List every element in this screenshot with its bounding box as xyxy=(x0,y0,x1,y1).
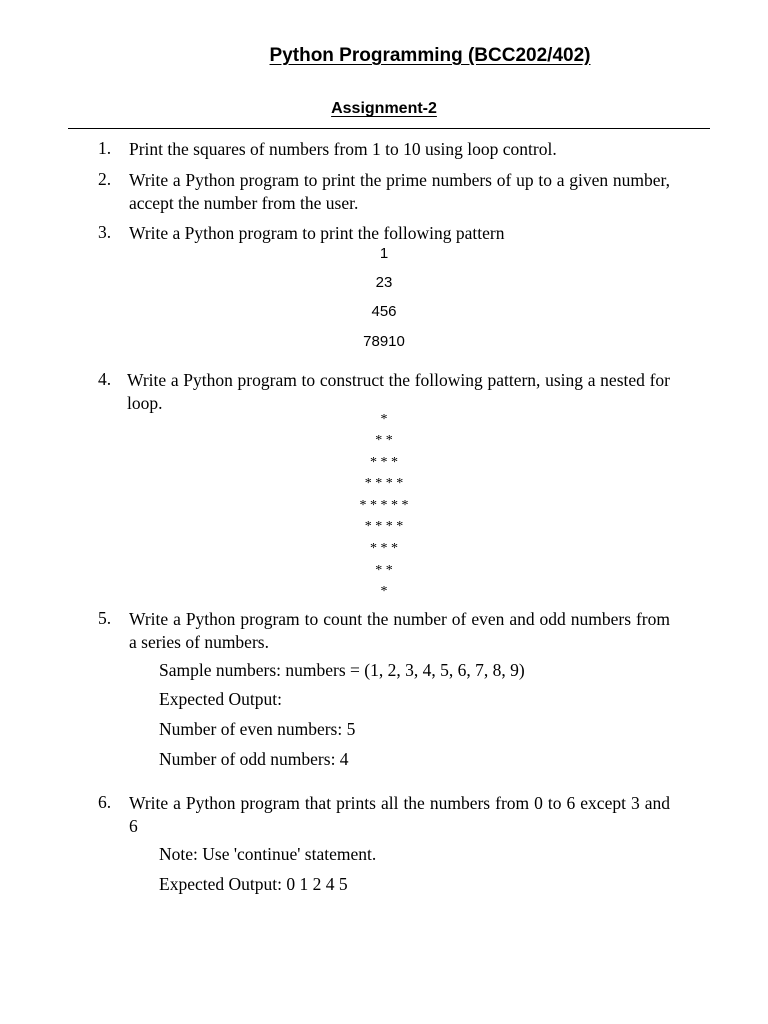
detail-line: Number of odd numbers: 4 xyxy=(159,749,349,769)
pattern-line: * xyxy=(380,584,388,599)
pattern-line: * * * * xyxy=(364,519,404,534)
pattern-line: * * xyxy=(375,433,393,448)
question-text: Write a Python program to print the following pattern xyxy=(129,223,505,243)
question-number: 4. xyxy=(98,369,112,389)
pattern-line: * * * * * xyxy=(359,498,409,513)
detail-line: Expected Output: xyxy=(159,689,282,709)
document-title: Python Programming (BCC202/402) xyxy=(269,45,591,66)
pattern-line: 1 xyxy=(379,245,389,262)
question-text: Write a Python program to print the prime numbers of up to a given number, accept the number from the user. xyxy=(129,170,670,213)
question-text: Print the squares of numbers from 1 to 10 using loop control. xyxy=(129,139,557,159)
pattern-line: 23 xyxy=(375,274,393,291)
question-text: Write a Python program to construct the following pattern, using a nested for loop. xyxy=(127,370,670,413)
detail-line: Expected Output: 0 1 2 4 5 xyxy=(159,874,348,894)
pattern-line: * * * xyxy=(370,455,398,470)
pattern-line: 78910 xyxy=(363,333,405,350)
question-text: Write a Python program that prints all the numbers from 0 to 6 except 3 and 6 xyxy=(129,793,670,836)
question-number: 2. xyxy=(98,169,112,189)
question-number: 3. xyxy=(98,222,112,242)
pattern-line: * xyxy=(380,412,388,427)
detail-line: Sample numbers: numbers = (1, 2, 3, 4, 5, 6, 7, 8, 9) xyxy=(159,660,525,680)
pattern-line: * * xyxy=(375,563,393,578)
question-text: Write a Python program to count the number of even and odd numbers from a series of numbers. xyxy=(129,609,670,652)
question-number: 1. xyxy=(98,138,112,158)
question-number: 5. xyxy=(98,608,112,628)
pattern-line: * * * * xyxy=(364,476,404,491)
assignment-subtitle: Assignment-2 xyxy=(331,100,437,117)
detail-line: Note: Use 'continue' statement. xyxy=(159,844,377,864)
pattern-line: * * * xyxy=(370,541,398,556)
detail-line: Number of even numbers: 5 xyxy=(159,719,356,739)
pattern-line: 456 xyxy=(371,303,397,320)
question-number: 6. xyxy=(98,792,112,812)
header-divider xyxy=(68,128,710,129)
